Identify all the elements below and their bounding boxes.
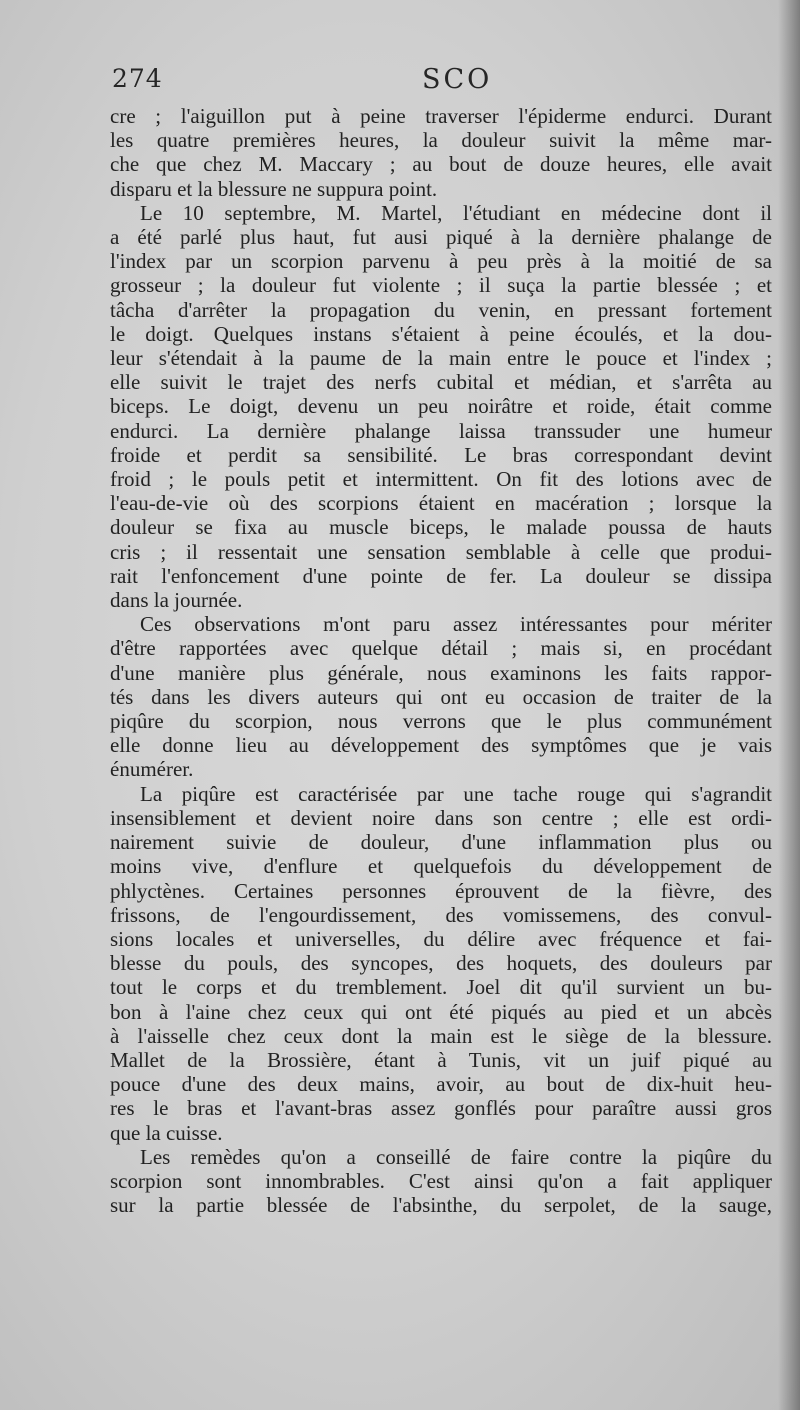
text-line: res le bras et l'avant-bras assez gonflés pour paraître aussi gros [110,1096,772,1121]
text-line: insensiblement et devient noire dans son centre ; elle est ordi- [110,805,772,830]
text-line: elle donne lieu au développement des symptômes que je vais [110,733,772,758]
text-line: tâcha d'arrêter la propagation du venin, en pressant fortement [110,297,772,322]
text-line: moins vive, d'enflure et quelquefois du développement de [110,854,772,879]
text-line: La piqûre est caractérisée par une tache rouge qui s'agrandit [140,781,772,806]
text-line: disparu et la blessure ne suppura point. [110,176,438,201]
text-line: cris ; il ressentait une sensation semblable à celle que produi- [110,539,772,564]
text-line: pouce d'une des deux mains, avoir, au bout de dix-huit heu- [110,1072,772,1097]
text-line: bon à l'aine chez ceux qui ont été piqués au pied et un abcès [110,999,772,1024]
text-line: les quatre premières heures, la douleur suivit la même mar- [110,128,772,153]
text-line: biceps. Le doigt, devenu un peu noirâtre et roide, était comme [110,394,772,419]
paragraph [110,612,772,781]
text-line: rait l'enfoncement d'une pointe de fer. La douleur se dissipa [110,563,772,588]
paragraph [110,782,772,1145]
text-line: a été parlé plus haut, fut ausi piqué à la dernière phalange de [110,225,772,250]
text-line: blesse du pouls, des syncopes, des hoquets, des douleurs par [110,951,772,976]
page-number: 274 [112,64,163,93]
text-line: froide et perdit sa sensibilité. Le bras correspondant devint [110,442,772,467]
text-line: l'index par un scorpion parvenu à peu près à la moitié de sa [110,249,772,274]
text-line: cre ; l'aiguillon put à peine traverser l'épiderme endurci. Durant [110,104,772,128]
text-line: tés dans les divers auteurs qui ont eu occasion de traiter de la [110,684,772,709]
text-line: scorpion sont innombrables. C'est ainsi qu'on a fait appliquer [110,1168,772,1193]
text-line: tout le corps et du tremblement. Joel dit qu'il survient un bu- [110,975,772,1000]
text-line: sions locales et universelles, du délire avec fréquence et fai- [110,926,772,951]
text-line: piqûre du scorpion, nous verrons que le plus communément [110,709,772,734]
paragraph [110,201,772,612]
text-line: Le 10 septembre, M. Martel, l'étudiant en médecine dont il [140,200,772,225]
text-line: froid ; le pouls petit et intermittent. On fit des lotions avec de [110,467,772,492]
text-line: Mallet de la Brossière, étant à Tunis, vit un juif piqué au [110,1047,772,1072]
text-line: grosseur ; la douleur fut violente ; il suça la partie blessée ; et [110,273,772,298]
text-line: che que chez M. Maccary ; au bout de douze heures, elle avait [110,152,772,177]
body-text [110,104,772,1217]
text-line: frissons, de l'engourdissement, des vomissemens, des convul- [110,902,772,927]
text-line: à l'aisselle chez ceux dont la main est le siège de la blessure. [110,1023,772,1048]
text-line: phlyctènes. Certaines personnes éprouvent de la fièvre, des [110,878,772,903]
text-line: douleur se fixa au muscle biceps, le malade poussa de hauts [110,515,772,540]
text-line: énumérer. [110,757,194,782]
text-line: sur la partie blessée de l'absinthe, du serpolet, de la sauge, [110,1193,772,1218]
text-line: dans la journée. [110,588,243,613]
text-line: Ces observations m'ont paru assez intéressantes pour mériter [140,612,772,637]
text-line: elle suivit le trajet des nerfs cubital et médian, et s'arrêta au [110,370,772,395]
text-line: d'une manière plus générale, nous examinons les faits rappor- [110,660,772,685]
text-line: leur s'étendait à la paume de la main entre le pouce et l'index ; [110,346,772,371]
paragraph [110,1145,772,1218]
text-line: le doigt. Quelques instans s'étaient à peine écoulés, et la dou- [110,321,772,346]
text-line: d'être rapportées avec quelque détail ; mais si, en procédant [110,636,772,661]
text-line: Les remèdes qu'on a conseillé de faire contre la piqûre du [140,1144,772,1169]
page-header [112,64,762,104]
text-line: l'eau-de-vie où des scorpions étaient en macération ; lorsque la [110,491,772,516]
text-line: endurci. La dernière phalange laissa transsuder une humeur [110,418,772,443]
text-line: nairement suivie de douleur, d'une inflammation plus ou [110,830,772,855]
running-head: SCO [422,64,493,95]
paragraph [110,104,772,201]
text-line: que la cuisse. [110,1120,223,1145]
